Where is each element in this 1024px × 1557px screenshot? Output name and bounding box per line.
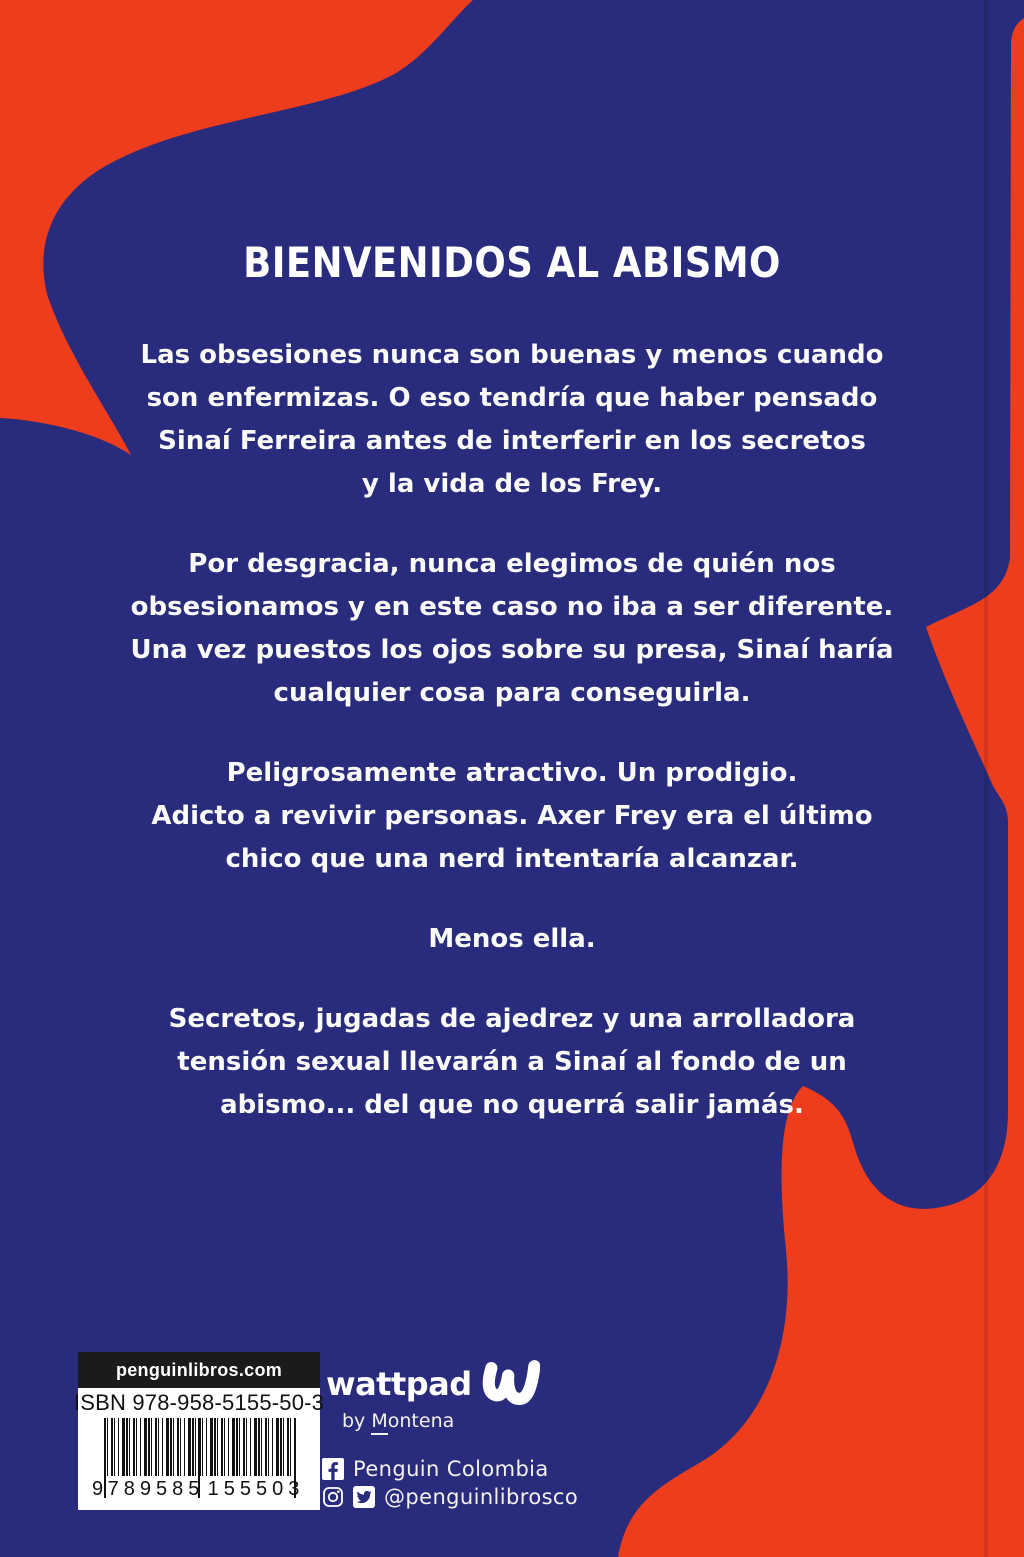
montena-rest: ontena [387, 1410, 455, 1432]
barcode-digits [92, 1476, 306, 1502]
social-links [322, 1458, 578, 1508]
text-line: y la vida de los Frey. [361, 469, 663, 499]
text-line: Sinaí Ferreira antes de interferir en los secretos [158, 426, 866, 456]
barcode-digit-group-1: 789585 [107, 1477, 205, 1500]
text-line: son enfermizas. O eso tendría que haber pensado [146, 383, 878, 413]
text-line: cualquier cosa para conseguirla. [273, 678, 751, 708]
page-title: BIENVENIDOS AL ABISMO [243, 238, 781, 287]
blurb-paragraph-3 [0, 752, 1024, 881]
text-line: Menos ella. [428, 924, 596, 954]
text-line: tensión sexual llevarán a Sinaí al fondo de un [177, 1047, 847, 1077]
blurb-paragraph-5 [0, 998, 1024, 1127]
barcode-digit-lead: 9 [92, 1477, 104, 1500]
twitter-icon [353, 1486, 375, 1508]
instagram-icon [322, 1486, 344, 1508]
facebook-icon [322, 1458, 344, 1480]
publisher-website: penguinlibros.com [78, 1352, 320, 1388]
text-line: Las obsesiones nunca son buenas y menos cuando [140, 340, 884, 370]
text-line: Una vez puestos los ojos sobre su presa, Sinaí haría [130, 635, 894, 665]
facebook-row [322, 1458, 578, 1480]
blurb-paragraph-2 [0, 543, 1024, 715]
barcode-stripes [104, 1418, 296, 1476]
barcode-digit-group-2: 155503 [207, 1477, 305, 1500]
blurb-paragraph-4 [0, 918, 1024, 961]
ean-barcode [92, 1418, 306, 1508]
isbn-number: ISBN 978-958-5155-50-3 [73, 1390, 325, 1415]
blurb-paragraph-1 [0, 334, 1024, 506]
social-handle-label: @penguinlibrosco [384, 1485, 579, 1509]
wattpad-wordmark: wattpad [326, 1365, 472, 1403]
handles-row [322, 1486, 578, 1508]
barcode-body [73, 1388, 325, 1510]
by-montena-label [342, 1410, 578, 1432]
text-line: obsesionamos y en este caso no iba a ser diferente. [130, 592, 894, 622]
text-line: abismo... del que no querrá salir jamás. [220, 1090, 804, 1120]
text-line: Secretos, jugadas de ajedrez y una arrolladora [168, 1004, 856, 1034]
barcode-block [73, 1352, 325, 1510]
wattpad-logo [326, 1360, 578, 1408]
blurb-text-block [0, 240, 1024, 1164]
wattpad-w-icon [482, 1360, 540, 1408]
montena-initial: M [371, 1410, 387, 1435]
publisher-block [326, 1360, 578, 1514]
text-line: Adicto a revivir personas. Axer Frey era el último [151, 801, 873, 831]
by-label: by [342, 1410, 372, 1432]
text-line: Por desgracia, nunca elegimos de quién nos [188, 549, 836, 579]
facebook-label: Penguin Colombia [353, 1457, 549, 1481]
text-line: Peligrosamente atractivo. Un prodigio. [226, 758, 798, 788]
text-line: chico que una nerd intentaría alcanzar. [225, 844, 799, 874]
